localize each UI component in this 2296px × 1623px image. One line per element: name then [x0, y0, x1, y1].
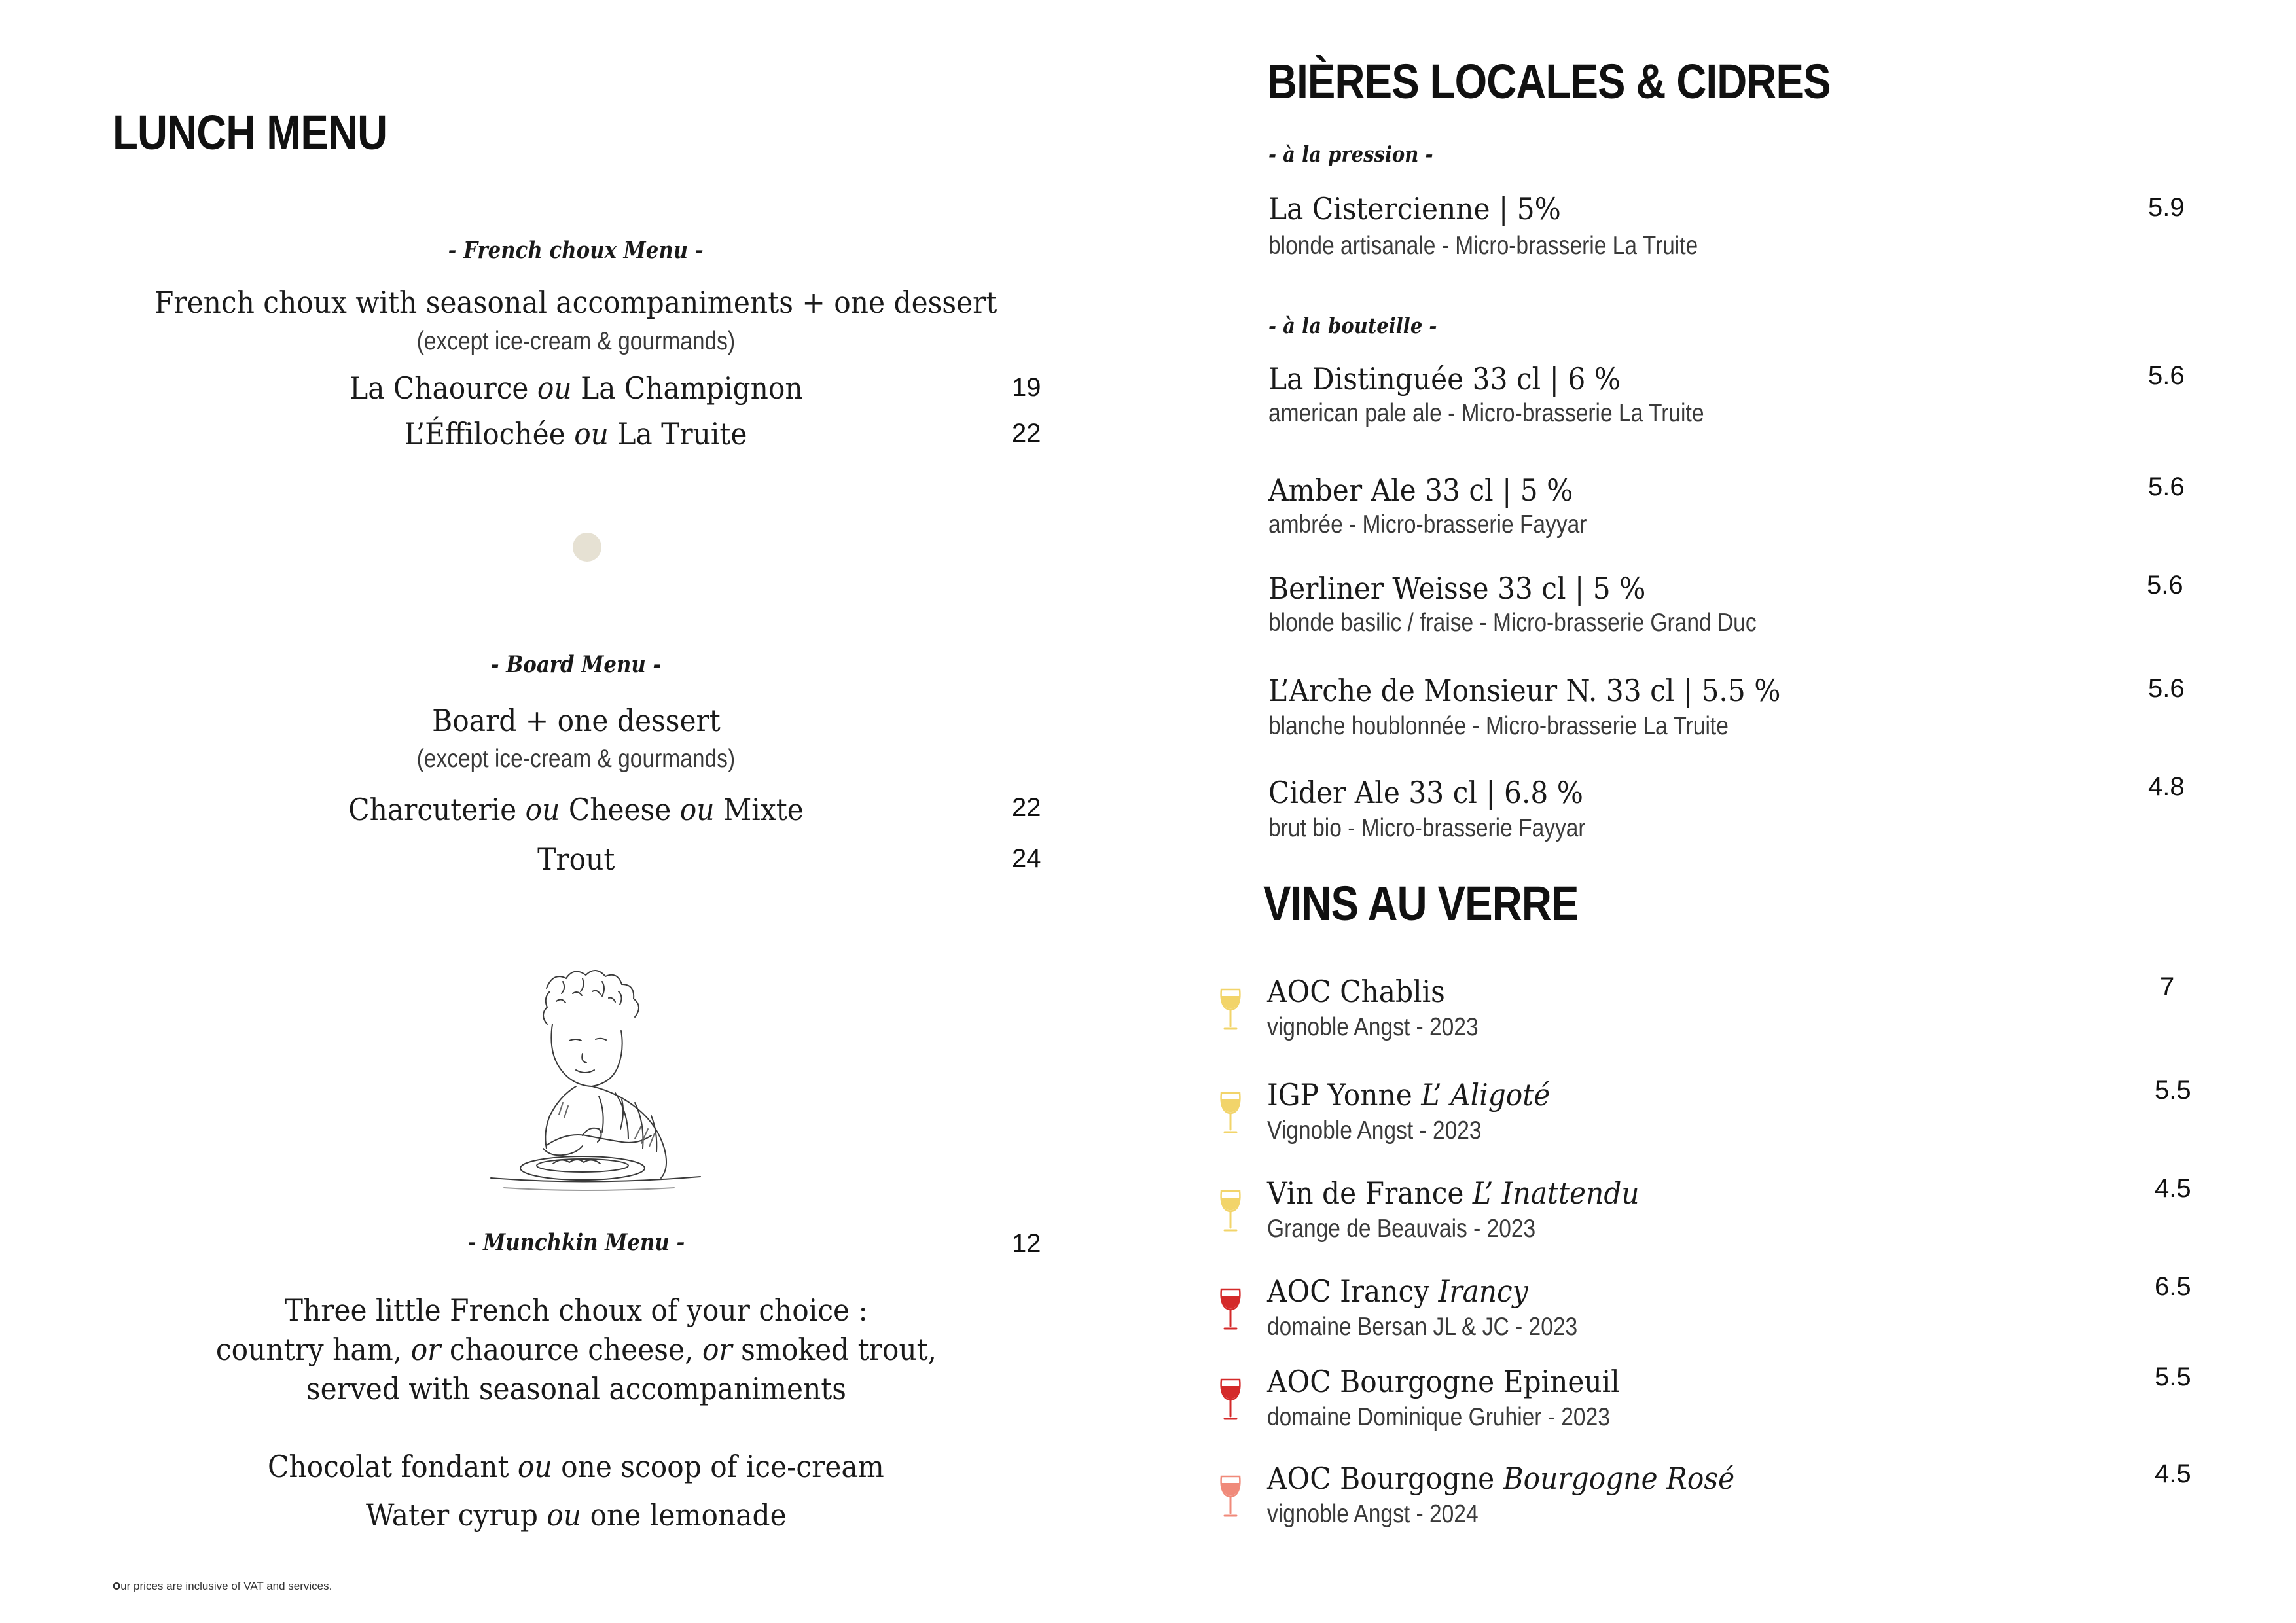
choux-option-2: [105, 416, 1047, 452]
bottle-item-price: 5.6: [2148, 473, 2185, 501]
munchkin-line-2: [105, 1332, 1047, 1367]
wine-name: AOC Bourgogne: [1267, 1461, 1495, 1496]
choux-description: French choux with seasonal accompaniments + one dessert: [154, 285, 997, 320]
wine-item-name: [1267, 1364, 1620, 1399]
wine-item-price: 7: [2160, 972, 2175, 1001]
bottle-item-desc: ambrée - Micro-brasserie Fayyar: [1268, 510, 1587, 539]
wine-name: AOC Irancy: [1267, 1274, 1430, 1309]
munchkin-line-2-b: chaource cheese,: [449, 1332, 693, 1367]
munchkin-line-2-c: smoked trout,: [740, 1332, 937, 1367]
beers-title: BIÈRES LOCALES & CIDRES: [1267, 54, 1831, 109]
wine-name: AOC Chablis: [1267, 974, 1445, 1009]
munchkin-line-1: Three little French choux of your choice :: [284, 1293, 868, 1328]
wine-glass-icon: [1216, 987, 1245, 1033]
wine-item-price: 5.5: [2155, 1076, 2191, 1105]
wine-name: IGP Yonne: [1267, 1077, 1412, 1113]
draft-item-name: La Cistercienne | 5%: [1268, 191, 1561, 226]
wine-item-price: 4.5: [2155, 1459, 2191, 1488]
wine-item-name: [1267, 1461, 1734, 1496]
price-footnote-first-letter: o: [113, 1578, 121, 1593]
munchkin-line-2-or1: or: [410, 1332, 440, 1367]
choux-option-2-price: 22: [1012, 419, 1041, 448]
separator-dot: [573, 533, 601, 562]
board-option-2-name: Trout: [537, 842, 615, 877]
munchkin-dessert-or: ou: [518, 1449, 552, 1484]
munchkin-menu-label: - Munchkin Menu -: [467, 1229, 685, 1256]
bottle-item-price: 5.6: [2148, 674, 2185, 703]
bottle-item-price: 5.6: [2147, 571, 2183, 599]
bottle-item-price: 5.6: [2148, 361, 2185, 390]
wine-item-desc: Grange de Beauvais - 2023: [1267, 1215, 1536, 1243]
choux-note-row: [105, 327, 1047, 356]
choux-option-1: [105, 370, 1047, 406]
munchkin-drink-b: one lemonade: [590, 1497, 787, 1533]
wine-cuvee: L’ Aligoté: [1421, 1077, 1551, 1113]
wine-cuvee: Irancy: [1438, 1274, 1528, 1309]
bottle-label: - à la bouteille -: [1268, 313, 1437, 338]
draft-item-desc: blonde artisanale - Micro-brasserie La Truite: [1268, 232, 1698, 260]
board-menu-label-row: [105, 651, 1047, 678]
board-option-1-a: Charcuterie: [348, 792, 517, 827]
munchkin-dessert: [105, 1449, 1047, 1484]
bottle-item-name: Cider Ale 33 cl | 6.8 %: [1268, 775, 1584, 810]
munchkin-dessert-b: one scoop of ice-cream: [561, 1449, 884, 1484]
munchkin-line-2-or2: or: [702, 1332, 732, 1367]
choux-menu-label: - French choux Menu -: [448, 237, 704, 264]
wine-item-name: [1267, 1274, 1528, 1309]
wine-glass-icon: [1216, 1090, 1245, 1136]
wine-name: AOC Bourgogne Epineuil: [1267, 1364, 1620, 1399]
wine-cuvee: Bourgogne Rosé: [1503, 1461, 1735, 1496]
bottle-item-desc: blanche houblonnée - Micro-brasserie La Truite: [1268, 712, 1729, 740]
wines-title: VINS AU VERRE: [1263, 876, 1579, 931]
wine-item-price: 4.5: [2155, 1174, 2191, 1203]
choux-option-1-a: La Chaource: [349, 370, 529, 406]
bottle-item-price: 4.8: [2148, 772, 2185, 801]
bottle-item-desc: american pale ale - Micro-brasserie La Truite: [1268, 399, 1704, 427]
draft-item-price: 5.9: [2148, 193, 2185, 222]
wine-name: Vin de France: [1267, 1175, 1464, 1211]
choux-menu-label-row: [105, 237, 1047, 264]
choux-option-2-b: La Truite: [617, 416, 747, 452]
wine-cuvee: L’ Inattendu: [1472, 1175, 1640, 1211]
choux-option-1-or: ou: [537, 370, 572, 406]
wine-item-name: [1267, 974, 1445, 1009]
draft-label: - à la pression -: [1268, 141, 1433, 167]
wine-item-price: 5.5: [2155, 1363, 2191, 1391]
choux-option-2-or: ou: [574, 416, 609, 452]
price-footnote-text: ur prices are inclusive of VAT and services.: [120, 1580, 332, 1592]
bottle-item-name: Amber Ale 33 cl | 5 %: [1268, 473, 1573, 508]
munchkin-menu-price: 12: [1012, 1229, 1041, 1258]
board-option-1-price: 22: [1012, 793, 1041, 822]
board-option-1-b: Cheese: [568, 792, 672, 827]
wine-item-desc: domaine Dominique Gruhier - 2023: [1267, 1403, 1610, 1431]
lunch-menu-title: LUNCH MENU: [113, 105, 387, 160]
munchkin-drink: [105, 1497, 1047, 1533]
munchkin-line-1-row: [105, 1293, 1047, 1328]
board-description: Board + one dessert: [431, 703, 721, 738]
munchkin-line-3-row: [105, 1371, 1047, 1406]
board-option-1-or1: ou: [525, 792, 560, 827]
board-option-2-price: 24: [1012, 844, 1041, 873]
board-option-1-or2: ou: [679, 792, 715, 827]
munchkin-drink-a: Water cyrup: [365, 1497, 538, 1533]
wine-item-desc: vignoble Angst - 2024: [1267, 1500, 1479, 1528]
wine-item-desc: Vignoble Angst - 2023: [1267, 1116, 1482, 1145]
munchkin-menu-label-row: [105, 1229, 1047, 1256]
wine-glass-icon: [1216, 1474, 1245, 1520]
choux-option-1-price: 19: [1012, 373, 1041, 402]
board-menu-label: - Board Menu -: [490, 651, 662, 678]
munchkin-line-3: served with seasonal accompaniments: [306, 1371, 846, 1406]
wine-glass-icon: [1216, 1377, 1245, 1423]
bottle-item-desc: blonde basilic / fraise - Micro-brasserie Grand Duc: [1268, 609, 1757, 637]
wine-item-desc: vignoble Angst - 2023: [1267, 1013, 1479, 1041]
choux-option-2-a: L’Éffilochée: [404, 416, 566, 452]
bottle-item-desc: brut bio - Micro-brasserie Fayyar: [1268, 814, 1586, 842]
wine-item-price: 6.5: [2155, 1272, 2191, 1301]
munchkin-drink-or: ou: [547, 1497, 581, 1533]
munchkin-dessert-a: Chocolat fondant: [268, 1449, 509, 1484]
choux-note: (except ice-cream & gourmands): [416, 327, 736, 355]
wine-item-name: [1267, 1175, 1640, 1211]
wine-item-name: [1267, 1077, 1550, 1113]
board-description-row: [105, 703, 1047, 738]
board-option-1-c: Mixte: [723, 792, 804, 827]
choux-option-1-b: La Champignon: [580, 370, 803, 406]
child-eating-illustration: [484, 962, 707, 1198]
board-option-1: [105, 792, 1047, 827]
price-footnote: [113, 1578, 332, 1594]
board-option-2: [105, 842, 1047, 877]
wine-glass-icon: [1216, 1287, 1245, 1332]
bottle-item-name: L’Arche de Monsieur N. 33 cl | 5.5 %: [1268, 673, 1781, 708]
board-note: (except ice-cream & gourmands): [416, 745, 736, 773]
wine-glass-icon: [1216, 1188, 1245, 1234]
bottle-item-name: Berliner Weisse 33 cl | 5 %: [1268, 571, 1646, 606]
munchkin-line-2-a: country ham,: [215, 1332, 402, 1367]
choux-description-row: [105, 285, 1047, 320]
board-note-row: [105, 745, 1047, 774]
wine-item-desc: domaine Bersan JL & JC - 2023: [1267, 1313, 1578, 1341]
bottle-item-name: La Distinguée 33 cl | 6 %: [1268, 361, 1621, 397]
